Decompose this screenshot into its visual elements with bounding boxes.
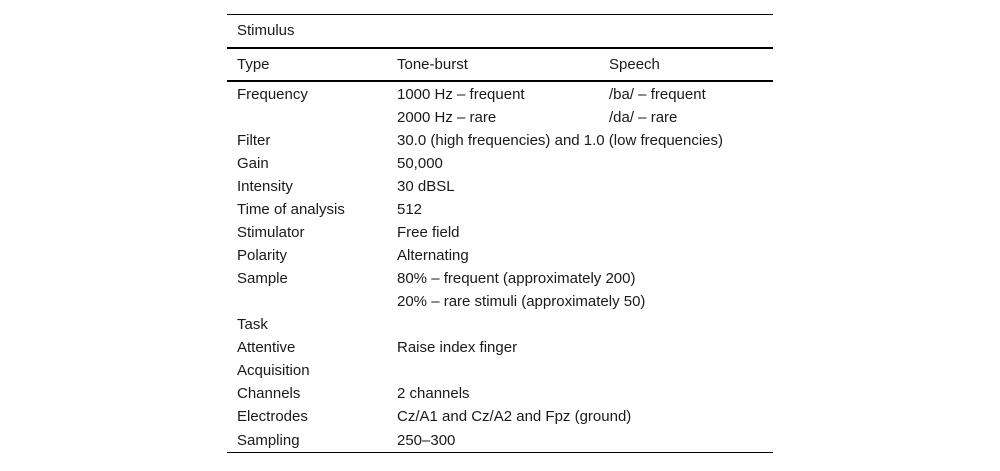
row-label — [227, 106, 387, 129]
column-header-tone-burst: Tone-burst — [387, 48, 599, 81]
row-value: 50,000 — [397, 155, 443, 172]
row-value: 20% – rare stimuli (approximately 50) — [397, 293, 646, 310]
table-row — [227, 198, 773, 221]
row-value: 30.0 (high frequencies) and 1.0 (low frequencies) — [397, 132, 724, 149]
table-row — [227, 382, 773, 405]
table-row — [227, 244, 773, 267]
stimulus-caption: Stimulus — [227, 15, 773, 49]
stimulus-header-row — [227, 15, 773, 49]
row-value-tone-burst: 1000 Hz – frequent — [397, 86, 525, 103]
row-value: 30 dBSL — [397, 178, 455, 195]
row-label: Task — [237, 316, 268, 333]
table-row — [227, 152, 773, 175]
row-label: Sampling — [227, 428, 387, 453]
row-value-speech: /da/ – rare — [609, 109, 678, 126]
table-row — [227, 267, 773, 290]
row-value: 250–300 — [387, 428, 773, 453]
row-label: Gain — [237, 155, 269, 172]
column-header-speech: Speech — [599, 48, 773, 81]
row-value: Free field — [397, 224, 460, 241]
row-label: Time of analysis — [237, 201, 345, 218]
row-label — [227, 290, 387, 313]
row-label: Stimulator — [237, 224, 305, 241]
row-label: Acquisition — [237, 362, 310, 379]
row-label: Sample — [237, 270, 288, 287]
row-value — [387, 359, 773, 382]
table-row — [227, 129, 773, 152]
column-header-row — [227, 48, 773, 81]
row-value: Cz/A1 and Cz/A2 and Fpz (ground) — [397, 408, 632, 425]
row-label: Electrodes — [237, 408, 308, 425]
row-label: Frequency — [237, 86, 308, 103]
row-value — [387, 313, 773, 336]
table-row — [227, 81, 773, 106]
row-value: Raise index finger — [397, 339, 518, 356]
row-value: 512 — [397, 201, 423, 218]
row-value: Alternating — [397, 247, 469, 264]
table-row — [227, 221, 773, 244]
row-label: Attentive — [237, 339, 296, 356]
row-value-tone-burst: 2000 Hz – rare — [397, 109, 497, 126]
column-header-type: Type — [227, 48, 387, 81]
row-label: Channels — [237, 385, 301, 402]
row-value: 2 channels — [397, 385, 470, 402]
table — [227, 14, 773, 453]
row-label: Intensity — [237, 178, 293, 195]
table-row — [227, 313, 773, 336]
stimulus-parameters-table — [227, 14, 773, 453]
table-row — [227, 290, 773, 313]
table-row — [227, 405, 773, 428]
row-label: Polarity — [237, 247, 288, 264]
row-label: Filter — [237, 132, 271, 149]
table-row — [227, 175, 773, 198]
table-row — [227, 106, 773, 129]
table-row — [227, 428, 773, 453]
row-value-speech: /ba/ – frequent — [609, 86, 706, 103]
table-row — [227, 359, 773, 382]
row-value: 80% – frequent (approximately 200) — [397, 270, 636, 287]
table-row — [227, 336, 773, 359]
